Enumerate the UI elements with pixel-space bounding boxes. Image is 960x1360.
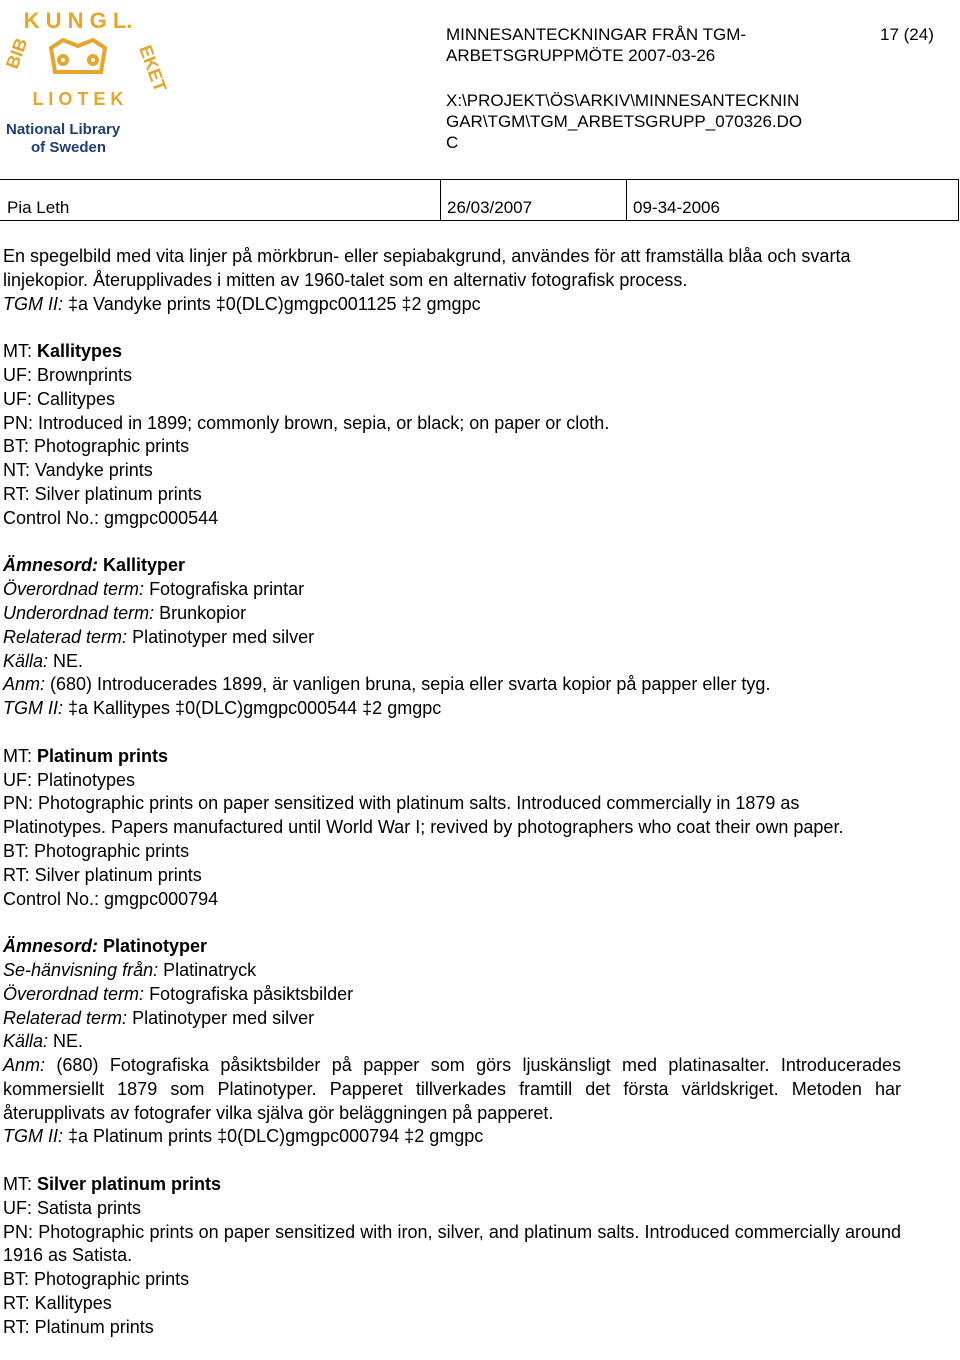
field-value: NE. xyxy=(48,650,84,671)
field-value: (680) Fotografiska påsiktsbilder på papper som görs ljuskänsligt med platinasalter. Introducerades kommersiellt 1879 som Platinotyper. Papperet tillverkades framtill det första världskriget. Metoden har återupplivats av fotografer vilka själva gör beläggningen på papperet. xyxy=(3,1055,901,1123)
meta-ref-cell xyxy=(626,179,959,221)
meta-author-cell xyxy=(0,179,441,221)
uf-line: UF: Brownprints xyxy=(3,364,133,385)
logo-text-left: BIB xyxy=(1,35,32,72)
field-label: Källa: xyxy=(3,1031,49,1052)
rt-line: RT: Silver platinum prints xyxy=(3,864,202,885)
field-value: Fotografiska påsiktsbilder xyxy=(144,983,354,1004)
field-value: (680) Introducerades 1899, är vanligen bruna, sepia eller svarta kopior på papper eller tyg. xyxy=(45,674,771,695)
document-title xyxy=(446,24,856,66)
mt-prefix: MT: xyxy=(3,745,37,766)
meta-table xyxy=(0,179,960,220)
document-body xyxy=(3,245,901,1340)
intro-paragraph: En spegelbild med vita linjer på mörkbrun- eller sepiabakgrund, användes för att framställa blåa och svarta linjekopior. Återupplivades i mitten av 1960-talet som en alternativ fotografisk process. xyxy=(3,246,851,290)
field-label: Överordnad term: xyxy=(3,579,145,600)
path-line-2: GAR\TGM\TGM_ARBETSGRUPP_070326.DO xyxy=(446,112,803,131)
mt-prefix: MT: xyxy=(3,341,37,362)
page-number: 17 (24) xyxy=(880,25,934,44)
path-line-1: X:\PROJEKT\ÖS\ARKIV\MINNESANTECKNIN xyxy=(446,91,800,110)
reference-number: 09-34-2006 xyxy=(633,198,720,217)
amnesord-line-2 xyxy=(3,935,901,959)
uf-line: UF: Platinotypes xyxy=(3,769,136,790)
tgm-line-2 xyxy=(3,697,901,721)
field-label: Se-hänvisning från: xyxy=(3,959,159,980)
author: Pia Leth xyxy=(7,198,70,217)
underordnad-line xyxy=(3,602,901,626)
bt-line: BT: Photographic prints xyxy=(3,436,190,457)
pn-line: PN: Photographic prints on paper sensitized with iron, silver, and platinum salts. Introduced commercially around 1916 as Satista. xyxy=(3,1221,901,1266)
overordnad-line xyxy=(3,578,901,602)
pn-line: PN: Photographic prints on paper sensitized with platinum salts. Introduced commercially in 1879 as Platinotypes. Papers manufactured until World War I; revived by photographers who coat their own paper. xyxy=(3,793,844,838)
control-number: Control No.: gmgpc000544 xyxy=(3,507,219,528)
bt-line: BT: Photographic prints xyxy=(3,840,190,861)
mt-line-3 xyxy=(3,1173,901,1197)
anm-line xyxy=(3,1054,901,1125)
date: 26/03/2007 xyxy=(447,198,533,217)
se-hanvisning-line xyxy=(3,959,901,983)
tgm-line-1 xyxy=(3,293,901,317)
relaterad-line xyxy=(3,626,901,650)
field-label: Relaterad term: xyxy=(3,1007,128,1028)
field-value: Platinotyper med silver xyxy=(127,626,315,647)
nt-line: NT: Vandyke prints xyxy=(3,460,153,481)
mt-line-2 xyxy=(3,745,901,769)
bt-line: BT: Photographic prints xyxy=(3,1269,190,1290)
meta-date-cell xyxy=(440,179,627,221)
tgm-value: ‡a Kallitypes ‡0(DLC)gmgpc000544 ‡2 gmgpc xyxy=(63,698,442,719)
file-path xyxy=(446,90,866,153)
tgm-value: ‡a Platinum prints ‡0(DLC)gmgpc000794 ‡2 gmgpc xyxy=(63,1126,484,1147)
mt-term: Silver platinum prints xyxy=(37,1174,222,1195)
field-label: Anm: xyxy=(3,674,46,695)
amnesord-line-1 xyxy=(3,554,901,578)
logo-text-top: K U N G L. xyxy=(23,8,133,33)
field-value: Platinotyper med silver xyxy=(127,1007,315,1028)
title-line-2: ARBETSGRUPPMÖTE 2007-03-26 xyxy=(446,46,716,65)
mt-term: Kallitypes xyxy=(37,341,123,362)
title-line-1: MINNESANTECKNINGAR FRÅN TGM- xyxy=(446,25,747,44)
tgm-label: TGM II: xyxy=(3,1126,63,1147)
path-line-3: C xyxy=(446,133,459,152)
mt-prefix: MT: xyxy=(3,1174,37,1195)
uf-line: UF: Satista prints xyxy=(3,1197,142,1218)
field-value: Brunkopior xyxy=(154,602,247,623)
mt-term: Platinum prints xyxy=(37,745,169,766)
tgm-value: ‡a Vandyke prints ‡0(DLC)gmgpc001125 ‡2 gmgpc xyxy=(63,293,481,314)
tgm-label: TGM II: xyxy=(3,293,63,314)
field-value: NE. xyxy=(48,1031,84,1052)
anm-line xyxy=(3,673,901,697)
field-label: Källa: xyxy=(3,650,49,671)
field-label: Relaterad term: xyxy=(3,626,128,647)
kalla-line xyxy=(3,650,901,674)
control-number: Control No.: gmgpc000794 xyxy=(3,888,219,909)
amnesord-label: Ämnesord: xyxy=(3,555,99,576)
field-label: Underordnad term: xyxy=(3,602,155,623)
pn-line: PN: Introduced in 1899; commonly brown, sepia, or black; on paper or cloth. xyxy=(3,412,610,433)
rt-line: RT: Silver platinum prints xyxy=(3,483,202,504)
rt-line: RT: Platinum prints xyxy=(3,1316,154,1337)
tgm-label: TGM II: xyxy=(3,698,63,719)
field-value: Platinatryck xyxy=(158,959,257,980)
overordnad-line xyxy=(3,983,901,1007)
amnesord-label: Ämnesord: xyxy=(3,936,99,957)
field-label: Överordnad term: xyxy=(3,983,145,1004)
mt-line-1 xyxy=(3,340,901,364)
crown-icon xyxy=(51,40,105,72)
field-label: Anm: xyxy=(3,1055,46,1076)
amnesord-value: Platinotyper xyxy=(98,936,208,957)
field-value: Fotografiska printar xyxy=(144,579,305,600)
tgm-line-3 xyxy=(3,1125,901,1149)
uf-line: UF: Callitypes xyxy=(3,388,116,409)
kalla-line xyxy=(3,1030,901,1054)
national-library-logo xyxy=(1,0,171,158)
amnesord-value: Kallityper xyxy=(98,555,186,576)
logo-text-bottom: L I O T E K xyxy=(32,89,124,109)
logo-caption-1: National Library xyxy=(6,121,121,138)
rt-line: RT: Kallitypes xyxy=(3,1293,112,1314)
logo-text-right: EKET xyxy=(135,42,171,95)
relaterad-line xyxy=(3,1007,901,1031)
logo-caption-2: of Sweden xyxy=(31,139,107,156)
